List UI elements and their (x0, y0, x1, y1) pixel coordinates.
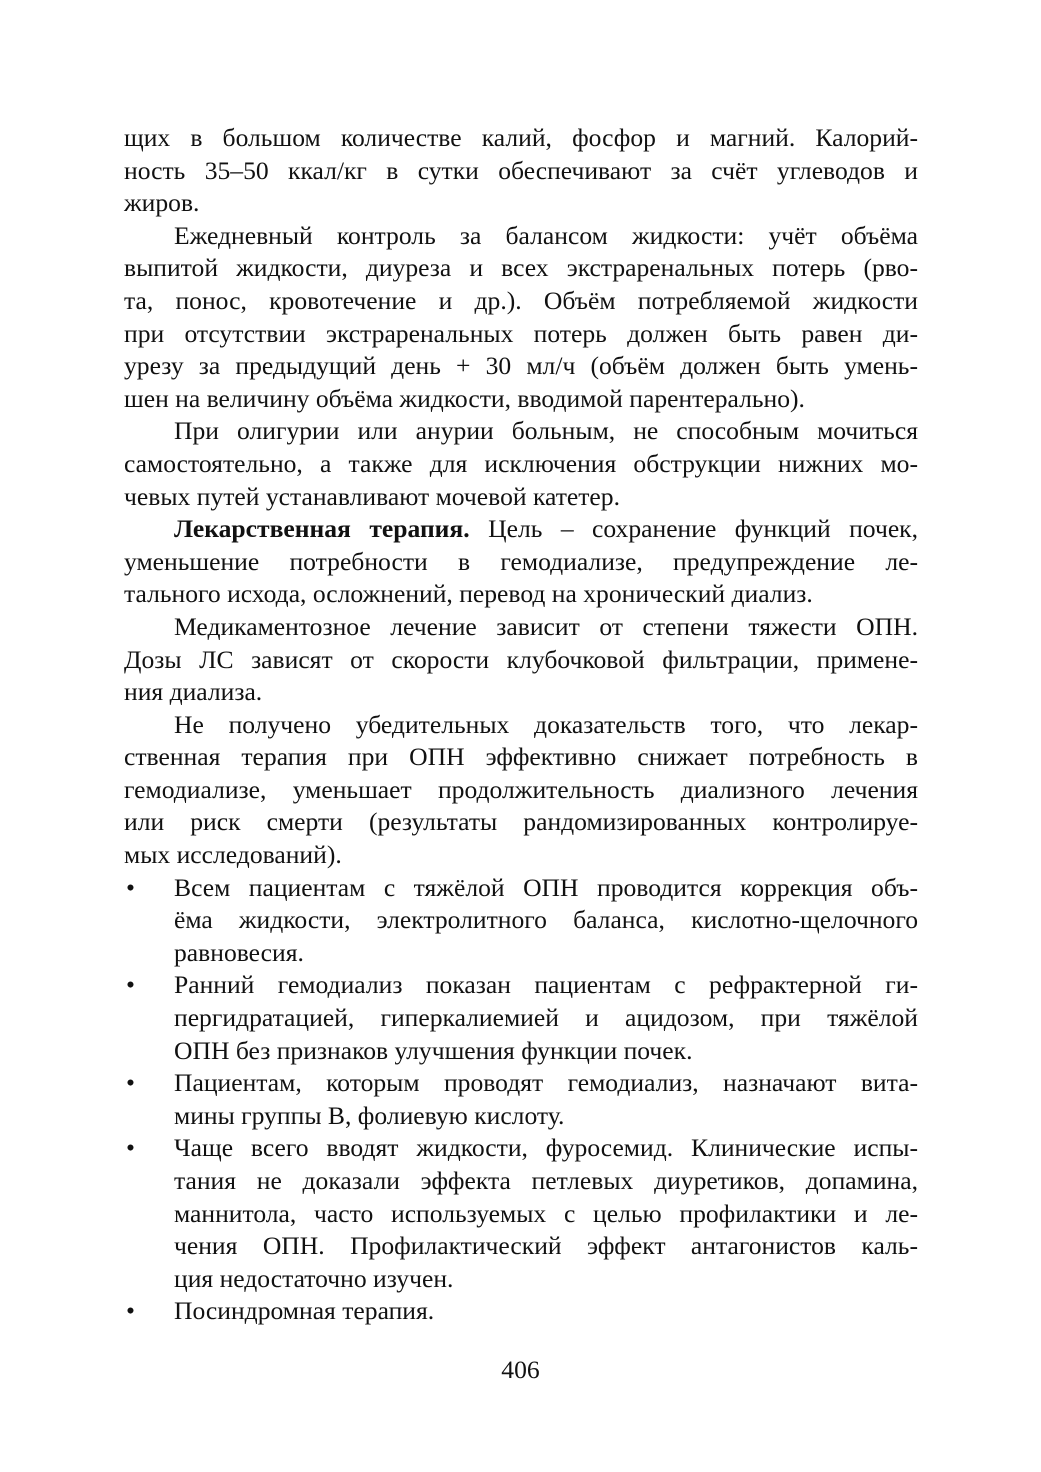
bullet-marker: • (126, 970, 135, 1000)
text-run: Цель – сохранение функций почек, (469, 514, 919, 544)
text-line: равновесия. (174, 937, 304, 967)
text-line: ёма жидкости, электролитного баланса, кислотно-щелочного (174, 905, 918, 935)
text-line: щих в большом количестве калий, фосфор и магний. Калорий- (124, 123, 918, 152)
text-line: самостоятельно, а также для исключения обструкции нижних мо- (124, 448, 918, 478)
text-line: тального исхода, осложнений, перевод на хронический диализ. (124, 579, 813, 609)
page-body (124, 122, 918, 1328)
bullet-list (124, 872, 918, 1328)
text-line: уменьшение потребности в гемодиализе, предупреждение ле- (124, 546, 918, 576)
text-line: При олигурии или анурии больным, не способным мочиться (174, 416, 918, 446)
text-line: мых исследований). (124, 840, 342, 870)
bullet-marker: • (126, 872, 135, 902)
text-line: урезу за предыдущий день + 30 мл/ч (объём должен быть умень- (124, 351, 918, 381)
text-line: пергидратацией, гиперкалиемией и ацидозом, при тяжёлой (174, 1003, 918, 1033)
text-line: при отсутствии экстраренальных потерь должен быть равен ди- (124, 318, 918, 348)
paragraph-evidence (124, 709, 918, 872)
paragraph-continuation (124, 122, 918, 220)
bullet-marker: • (126, 1133, 135, 1163)
text-line: Не получено убедительных доказательств того, что лекар- (174, 709, 918, 739)
text-line: ность 35–50 ккал/кг в сутки обеспечивают за счёт углеводов и (124, 155, 918, 185)
text-line: маннитола, часто используемых с целью профилактики и ле- (174, 1198, 918, 1228)
paragraph-fluid-balance (124, 220, 918, 416)
text-line: гемодиализе, уменьшает продолжительность диализного лечения (124, 774, 918, 804)
list-item (124, 872, 918, 970)
text-line: мины группы В, фолиевую кислоту. (174, 1100, 565, 1130)
text-line (124, 513, 918, 546)
text-line: Пациентам, которым проводят гемодиализ, назначают вита- (174, 1068, 918, 1098)
text-line: Ранний гемодиализ показан пациентам с рефрактерной ги- (174, 970, 918, 1000)
text-line: ОПН без признаков улучшения функции почек. (174, 1035, 693, 1065)
text-line: Всем пациентам с тяжёлой ОПН проводится коррекция объ- (174, 872, 918, 902)
text-line: Посиндромная терапия. (174, 1296, 435, 1326)
text-line: жиров. (124, 188, 200, 218)
text-line: ция недостаточно изучен. (174, 1263, 454, 1293)
text-line: Дозы ЛС зависят от скорости клубочковой фильтрации, примене- (124, 644, 918, 674)
page-number: 406 (501, 1355, 540, 1384)
paragraph-drug-therapy (124, 513, 918, 611)
text-line: чения ОПН. Профилактический эффект антагонистов каль- (174, 1231, 918, 1261)
list-item (124, 1132, 918, 1295)
paragraph-medication (124, 611, 918, 709)
text-line: Чаще всего вводят жидкости, фуросемид. Клинические испы- (174, 1133, 918, 1163)
text-line: ния диализа. (124, 677, 263, 707)
paragraph-catheter (124, 415, 918, 513)
section-heading: Лекарственная терапия. (174, 514, 470, 544)
list-item (124, 1067, 918, 1132)
text-line: или риск смерти (результаты рандомизированных контролируе- (124, 807, 918, 837)
text-line: та, понос, кровотечение и др.). Объём потребляемой жидкости (124, 285, 918, 315)
text-line: ственная терапия при ОПН эффективно снижает потребность в (124, 742, 918, 772)
text-line: Ежедневный контроль за балансом жидкости: учёт объёма (174, 220, 918, 250)
text-line: тания не доказали эффекта петлевых диуретиков, допамина, (174, 1166, 918, 1195)
bullet-marker: • (126, 1068, 135, 1098)
text-line: шен на величину объёма жидкости, вводимой парентерально). (124, 383, 805, 413)
list-item (124, 1295, 918, 1328)
bullet-marker: • (126, 1296, 135, 1326)
text-line: Медикаментозное лечение зависит от степени тяжести ОПН. (174, 611, 918, 641)
text-line: чевых путей устанавливают мочевой катетер. (124, 481, 620, 511)
text-line: выпитой жидкости, диуреза и всех экстраренальных потерь (рво- (124, 253, 918, 283)
list-item (124, 969, 918, 1067)
